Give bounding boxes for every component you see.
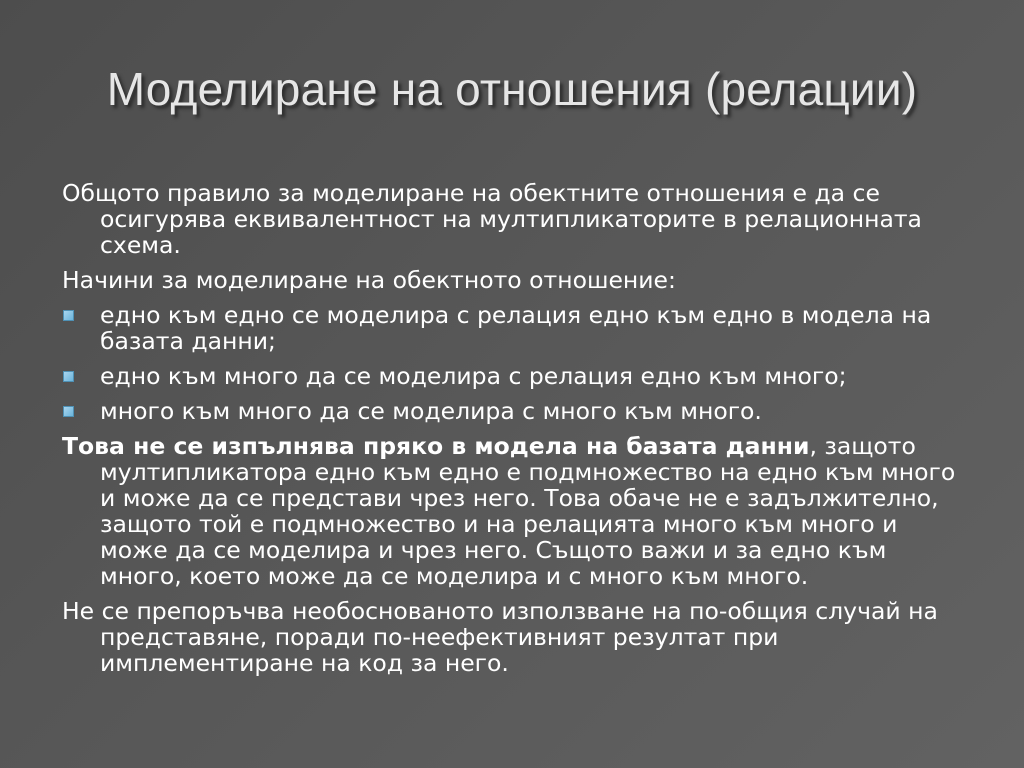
paragraph-recommendation: Не се препоръчва необоснованото използване на по-общия случай на представяне, поради по-неефективният резултат при имплементиране на код за него.	[62, 597, 938, 677]
square-bullet-icon	[63, 406, 74, 417]
paragraph-general-rule: Общото правило за моделиране на обектните отношения е да се осигурява еквивалентност на мултипликаторите в релационната схема.	[62, 179, 922, 259]
paragraph-explanation-bold: Това не се изпълнява пряко в модела на базата данни	[62, 432, 810, 460]
bullet-item	[62, 302, 962, 354]
paragraph-explanation	[62, 433, 962, 589]
bullet-item	[62, 398, 962, 424]
slide-body	[62, 180, 962, 685]
square-bullet-icon	[63, 310, 74, 321]
bullet-text: много към много да се моделира с много към много.	[100, 397, 762, 425]
paragraph-methods-intro: Начини за моделиране на обектното отношение:	[62, 266, 676, 294]
bullet-item	[62, 363, 962, 389]
bullet-text: едно към много да се моделира с релация едно към много;	[100, 362, 847, 390]
square-bullet-icon	[63, 371, 74, 382]
paragraph-explanation-rest: , защото мултипликатора едно към едно е подмножество на едно към много и може да се представи чрез него. Това обаче не е задължително, защото той е подмножество и на релацията много към много и може да се моделира и чрез него. Същото важи и за едно към много, което може да се моделира и с много към много.	[100, 432, 956, 590]
bullet-text: едно към едно се моделира с релация едно към едно в модела на базата данни;	[100, 301, 932, 355]
slide-title: Моделиране на отношения (релации)	[106, 63, 918, 115]
